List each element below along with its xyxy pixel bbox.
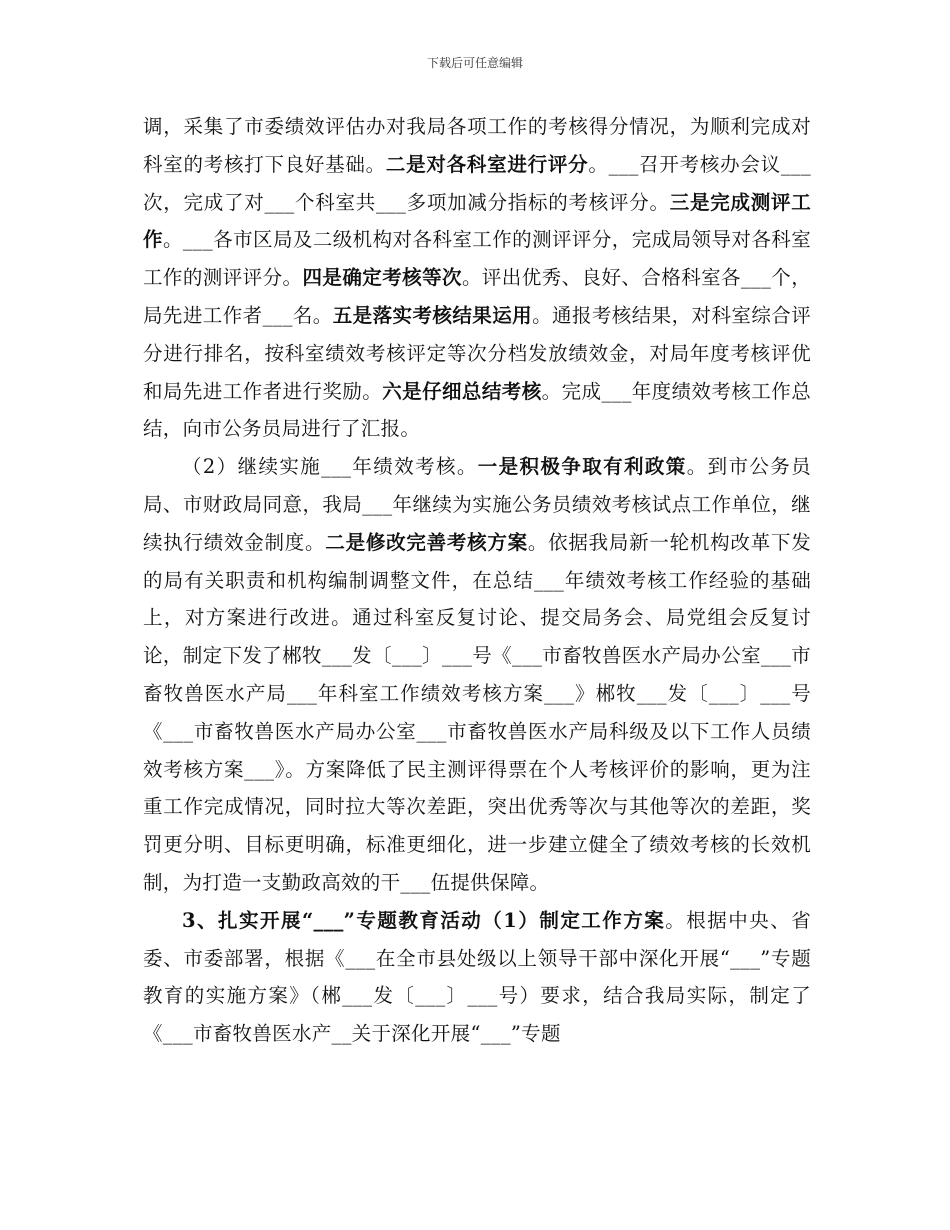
body-text-run: 调，采集了市委绩效评估办对我局各项工作的考核得分情况，为顺利完成对科室的考核打下良好基础。 [143,115,811,176]
paragraph [143,448,811,902]
paragraph [143,108,811,448]
bold-heading-text: 二是对各科室进行评分 [385,152,589,176]
bold-heading-text: 二是修改完善考核方案 [325,530,528,554]
document-body [143,108,811,1053]
body-text-run: 。评出优秀、良好、合格科室各___个，局先进工作者___名。 [143,266,812,327]
paragraph [143,902,811,1053]
body-text-run: 。___各市区局及二级机构对各科室工作的测评评分，完成局领导对各科室工作的测评评分。 [143,228,811,290]
body-text-run: 。通报考核结果，对科室综合评分进行排名，按科室绩效考核评定等次分档发放绩效金，对局年度考核评优和局先进工作者进行奖励。 [143,303,811,403]
bold-heading-text: 六是仔细总结考核 [382,379,542,403]
bold-heading-text: 五是落实考核结果运用 [332,303,533,327]
bold-heading-text: 四是确定考核等次 [302,266,462,290]
bold-heading-text: 三是完成测评工作 [143,190,811,252]
bold-heading-text: 一是积极争取有利政策 [477,455,687,479]
body-text-run: （2）继续实施___年绩效考核。 [182,455,478,479]
page-header: 下载后可任意编辑 [426,56,523,70]
body-text-run: 。根据中央、省委、市委部署，根据《___在全市县处级以上领导干部中深化开展“___”专题教育的实施方案》（郴___发〔___〕___号）要求，结合我局实际，制定了《___市畜牧兽医水产__关于深化开展“___”专题 [143,908,811,1046]
body-text-run: 。完成___年度绩效考核工作总结，向市公务员局进行了汇报。 [143,379,812,441]
body-text-run: 。到市公务员局、市财政局同意，我局___年继续为实施公务员绩效考核试点工作单位，继续执行绩效金制度。 [143,455,811,554]
body-text-run: 。___召开考核办会议___次，完成了对___个科室共___多项加减分指标的考核评分。 [143,152,811,214]
body-text-run: 。依据我局新一轮机构改革下发的局有关职责和机构编制调整文件，在总结___年绩效考核工作经验的基础上，对方案进行改进。通过科室反复讨论、提交局务会、局党组会反复讨论，制定下发了郴牧___发〔___〕___号《___市畜牧兽医水产局办公室___市畜牧兽医水产局___年科室工作绩效考核方案___》郴牧___发〔___〕___号《___市畜牧兽医水产局办公室___市畜牧兽医水产局科级及以下工作人员绩效考核方案___》。方案降低了民主测评得票在个人考核评价的影响，更为注重工作完成情况，同时拉大等次差距，突出优秀等次与其他等次的差距，奖罚更分明、目标更明确，标准更细化，进一步建立健全了绩效考核的长效机制，为打造一支勤政高效的干___伍提供保障。 [143,530,811,894]
bold-heading-text: 3、扎实开展“___”专题教育活动（1）制定工作方案 [182,908,666,932]
